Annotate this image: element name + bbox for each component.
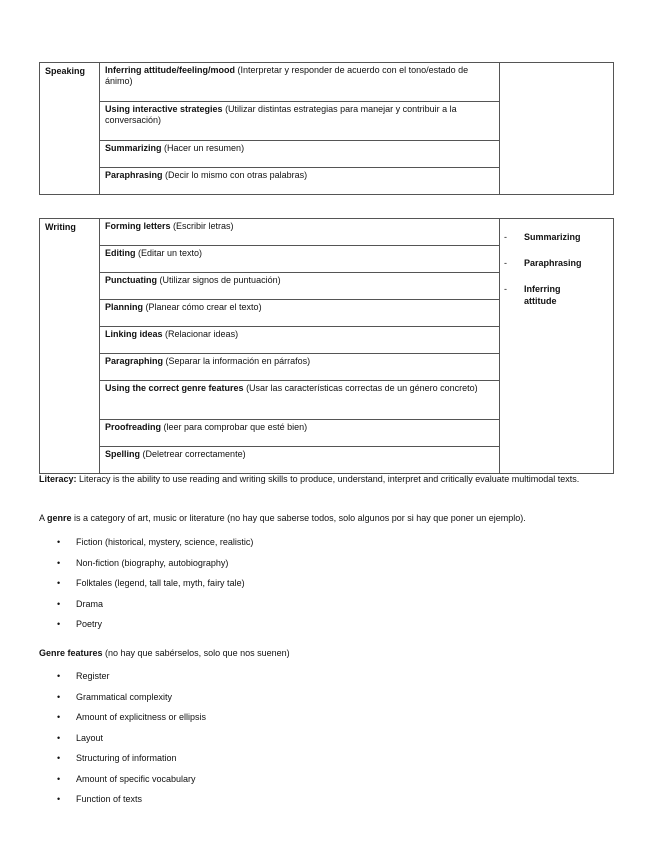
writing-skills-table bbox=[39, 218, 614, 474]
related-skills-cell bbox=[500, 219, 614, 474]
writing-skill: Proofreading (leer para comprobar que esté bien) bbox=[100, 420, 500, 447]
writing-skill: Using the correct genre features (Usar las características correctas de un género concreto) bbox=[100, 381, 500, 420]
speaking-skill: Paraphrasing (Decir lo mismo con otras palabras) bbox=[100, 168, 500, 195]
related-skill: - Paraphrasing bbox=[524, 257, 613, 269]
writing-skill: Spelling (Deletrear correctamente) bbox=[100, 447, 500, 474]
speaking-notes-cell bbox=[500, 63, 614, 195]
list-item: • Drama bbox=[39, 594, 253, 615]
writing-skill: Punctuating (Utilizar signos de puntuación) bbox=[100, 273, 500, 300]
genre-list bbox=[39, 532, 253, 635]
writing-category: Writing bbox=[40, 219, 100, 474]
literacy-definition: Literacy: Literacy is the ability to use reading and writing skills to produce, understand, interpret and critically evaluate multimodal texts. bbox=[39, 474, 580, 484]
list-item: • Structuring of information bbox=[39, 748, 206, 769]
list-item: • Layout bbox=[39, 728, 206, 749]
writing-skill: Forming letters (Escribir letras) bbox=[100, 219, 500, 246]
writing-skill: Linking ideas (Relacionar ideas) bbox=[100, 327, 500, 354]
list-item: • Non-fiction (biography, autobiography) bbox=[39, 553, 253, 574]
speaking-skill: Using interactive strategies (Utilizar distintas estrategias para manejar y contribuir a la conversación) bbox=[100, 102, 500, 141]
list-item: • Amount of specific vocabulary bbox=[39, 769, 206, 790]
related-skill: - Summarizing bbox=[524, 231, 613, 243]
speaking-skill: Summarizing (Hacer un resumen) bbox=[100, 141, 500, 168]
writing-skill: Paragraphing (Separar la información en párrafos) bbox=[100, 354, 500, 381]
genre-features-list bbox=[39, 666, 206, 810]
genre-term: genre bbox=[47, 513, 72, 523]
writing-skill: Editing (Editar un texto) bbox=[100, 246, 500, 273]
list-item: • Grammatical complexity bbox=[39, 687, 206, 708]
list-item: • Folktales (legend, tall tale, myth, fairy tale) bbox=[39, 573, 253, 594]
writing-skill: Planning (Planear cómo crear el texto) bbox=[100, 300, 500, 327]
speaking-skills-table bbox=[39, 62, 614, 195]
list-item: • Function of texts bbox=[39, 789, 206, 810]
speaking-category: Speaking bbox=[40, 63, 100, 195]
list-item: • Fiction (historical, mystery, science, realistic) bbox=[39, 532, 253, 553]
list-item: • Poetry bbox=[39, 614, 253, 635]
related-skill: - Inferring attitude bbox=[524, 283, 588, 307]
genre-definition: A genre is a category of art, music or literature (no hay que saberse todos, solo algunos por si hay que poner un ejemplo). bbox=[39, 513, 526, 523]
speaking-skill: Inferring attitude/feeling/mood (Interpretar y responder de acuerdo con el tono/estado de ánimo) bbox=[100, 63, 500, 102]
list-item: • Register bbox=[39, 666, 206, 687]
related-skills-list bbox=[524, 231, 613, 307]
list-item: • Amount of explicitness or ellipsis bbox=[39, 707, 206, 728]
literacy-term: Literacy: bbox=[39, 474, 77, 484]
genre-features-heading: Genre features (no hay que sabérselos, solo que nos suenen) bbox=[39, 648, 290, 658]
